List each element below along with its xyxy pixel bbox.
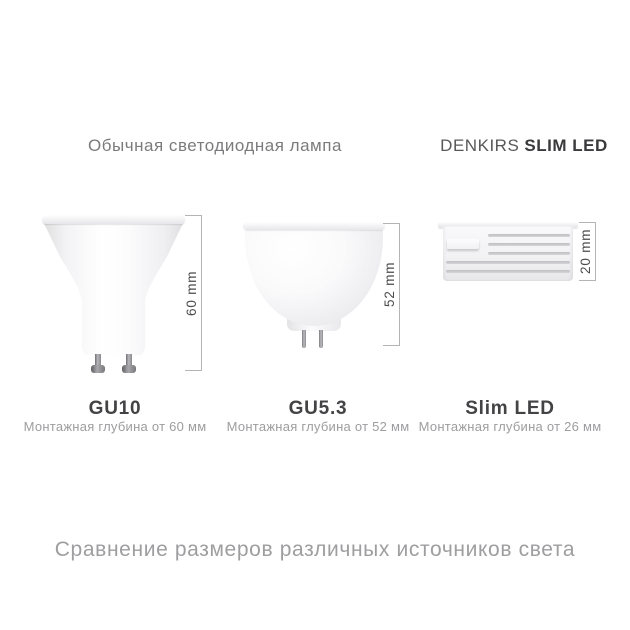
vent-slot — [446, 270, 570, 273]
gu53-height-label: 52 mm — [382, 261, 397, 308]
brand-name: DENKIRS — [440, 136, 520, 155]
gu10-lamp-body — [43, 222, 184, 355]
dimension-line — [595, 222, 596, 281]
vent-slot — [488, 252, 570, 255]
slim-led-body — [443, 226, 573, 281]
gu10-title: GU10 — [88, 398, 142, 419]
gu10-lamp-rim — [42, 215, 185, 224]
vent-slot — [488, 234, 570, 237]
mounting-tab — [447, 239, 479, 249]
gu10-pin-right — [121, 354, 137, 373]
gu10-dimension-bracket — [184, 215, 202, 371]
slim-height-label: 20 mm — [578, 228, 593, 275]
vent-slot — [446, 261, 570, 264]
gu10-mounting-depth: Монтажная глубина от 60 мм — [23, 419, 207, 434]
gu10-lamp-image — [42, 215, 185, 373]
slim-led-mounting-depth: Монтажная глубина от 26 мм — [418, 419, 602, 434]
gu53-pin-left — [302, 330, 306, 348]
slim-led-module-image — [438, 222, 578, 281]
vent-slot — [488, 243, 570, 246]
dimension-line — [201, 215, 202, 371]
brand-product-name: SLIM LED — [524, 136, 608, 155]
ordinary-lamp-header: Обычная светодиодная лампа — [88, 136, 342, 155]
gu53-title: GU5.3 — [288, 398, 348, 419]
slim-led-title: Slim LED — [465, 398, 555, 419]
gu53-pin-right — [319, 330, 323, 348]
slim-dimension-bracket — [578, 222, 596, 281]
gu53-lamp-rim — [243, 222, 385, 230]
gu53-mounting-depth: Монтажная глубина от 52 мм — [226, 419, 410, 434]
gu10-pin-left — [90, 354, 106, 373]
gu10-height-label: 60 mm — [184, 270, 199, 316]
dimension-line — [399, 223, 400, 346]
comparison-caption: Сравнение размеров различных источников света — [54, 538, 576, 561]
gu53-lamp-body — [245, 228, 383, 326]
brand-header — [418, 136, 630, 156]
gu53-lamp-image — [243, 222, 385, 348]
gu53-dimension-bracket — [382, 223, 400, 346]
